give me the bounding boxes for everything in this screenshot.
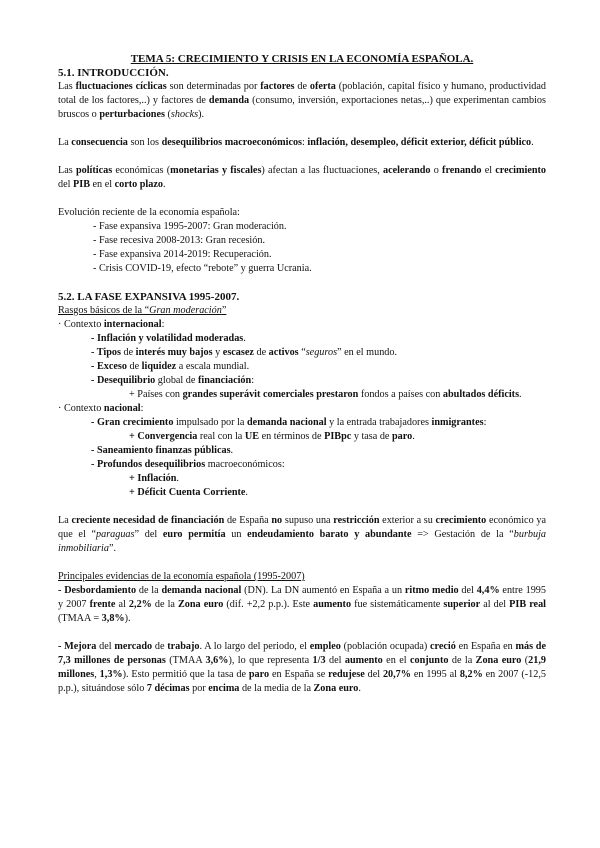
list-item: - Inflación y volatilidad moderadas. [91,333,246,344]
rasgos-heading: Rasgos básicos de la “Gran moderación” [58,305,227,316]
paragraph-demanda-nacional: - Desbordamiento de la demanda nacional (DN). La DN aumentó en España a un ritmo medio del 4,4% entre 1995 y 2007 frente al 2,2% de la Zona euro (dif. +2,2 p.p.). Este aumento fue sistemáticamente superior al del PIB real (TMAA = 3,8%). [58,585,546,624]
paragraph-politicas: Las políticas económicas (monetarias y fiscales) afectan a las fluctuaciones, acelerando o frenando el crecimiento del PIB en el corto plazo. [58,165,547,190]
list-item: - Profundos desequilibrios macroeconómicos: [91,459,285,470]
evolucion-label: Evolución reciente de la economía española: [58,207,240,218]
contexto-nacional: · Contexto nacional: [58,403,144,414]
list-item: - Crisis COVID-19, efecto “rebote” y guerra Ucrania. [93,263,312,274]
paragraph-fluctuaciones: Las fluctuaciones cíclicas son determinadas por factores de oferta (población, capital físico y humano, productividad total de los factores,..) y factores de demanda (consumo, inversión, exportaciones netas,..) que experimentan cambios bruscos o perturbaciones (shocks). [58,81,546,120]
list-item: - Tipos de interés muy bajos y escasez de activos “seguros” en el mundo. [91,347,398,358]
list-item: - Saneamiento finanzas públicas. [91,445,234,456]
list-item: + Países con grandes superávit comerciales prestaron fondos a países con abultados déficits. [129,389,522,400]
list-item: - Fase expansiva 2014-2019: Recuperación. [93,249,272,260]
list-item: + Convergencia real con la UE en términos de PIBpc y tasa de paro. [129,431,415,442]
paragraph-financiacion: La creciente necesidad de financiación de España no supuso una restricción exterior a su crecimiento económico ya que el “paraguas” del euro permitía un endeudamiento barato y abundante => Gestación de la “burbuja inmobiliaria”. [58,515,547,554]
list-item: - Desequilibrio global de financiación: [91,375,255,386]
list-item: - Fase recesiva 2008-2013: Gran recesión. [93,235,265,246]
contexto-internacional: · Contexto internacional: [58,319,165,330]
section-heading-fase-expansiva: 5.2. LA FASE EXPANSIVA 1995-2007. [58,291,240,303]
section-heading-intro: 5.1. INTRODUCCIÓN. [58,67,169,79]
list-item: - Fase expansiva 1995-2007: Gran moderación. [93,221,287,232]
list-item: + Déficit Cuenta Corriente. [129,487,248,498]
page-title: TEMA 5: CRECIMIENTO Y CRISIS EN LA ECONOMÍA ESPAÑOLA. [130,53,474,65]
evidencias-heading: Principales evidencias de la economía española (1995-2007) [58,571,305,582]
list-item: - Exceso de liquidez a escala mundial. [91,361,250,372]
paragraph-mercado-trabajo: - Mejora del mercado de trabajo. A lo largo del periodo, el empleo (población ocupada) creció en España en más de 7,3 millones de personas (TMAA 3,6%), lo que representa 1/3 del aumento en el conjunto de la Zona euro (21,9 millones, 1,3%). Esto permitió que la tasa de paro en España se redujese del 20,7% en 1995 al 8,2% en 2007 (-12,5 p.p.), situándose sólo 7 décimas por encima de la media de la Zona euro. [58,641,547,694]
paragraph-consecuencia: La consecuencia son los desequilibrios macroeconómicos: inflación, desempleo, déficit exterior, déficit público. [58,137,534,148]
evolucion-list [58,220,546,276]
list-item: - Gran crecimiento impulsado por la demanda nacional y la entrada trabajadores inmigrantes: [91,417,487,428]
list-item: + Inflación. [129,473,179,484]
